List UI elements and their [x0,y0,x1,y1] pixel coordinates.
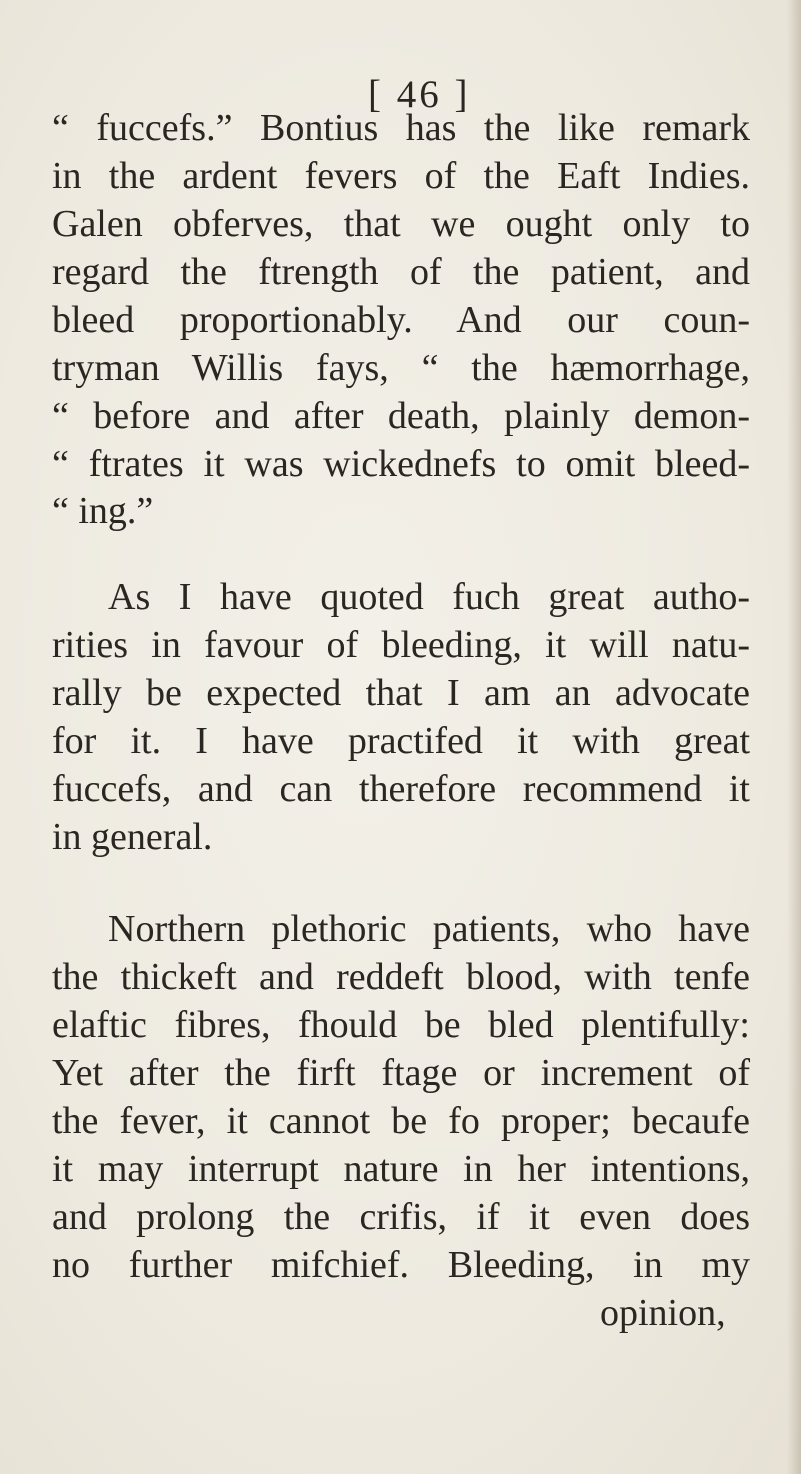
text-line: Galen obferves, that we ought only to [52,203,750,245]
text-line: elaftic fibres, fhould be bled plentifully: [52,1004,750,1046]
text-line: bleed proportionably. And our coun- [52,299,750,341]
text-line: it may interrupt nature in her intentions, [52,1148,750,1190]
text-line: “ before and after death, plainly demon- [52,395,750,437]
text-line: As I have quoted fuch great autho- [108,576,750,618]
text-line: Northern plethoric patients, who have [108,908,750,950]
page-edge-shadow [787,0,801,1474]
text-line: rities in favour of bleeding, it will natu- [52,624,750,666]
catchword: opinion, [600,1292,726,1334]
text-line: “ fuccefs.” Bontius has the like remark [52,107,750,149]
text-line: the thickeft and reddeft blood, with tenfe [52,956,750,998]
text-line: the fever, it cannot be fo proper; becaufe [52,1100,750,1142]
text-line: for it. I have practifed it with great [52,720,750,762]
text-line: tryman Willis fays, “ the hæmorrhage, [52,347,750,389]
text-line: Yet after the firft ftage or increment of [52,1052,750,1094]
text-line: “ ing.” [52,490,154,532]
text-line: in the ardent fevers of the Eaft Indies. [52,155,750,197]
text-line: “ ftrates it was wickednefs to omit bleed- [52,443,750,485]
text-line: fuccefs, and can therefore recommend it [52,768,750,810]
text-line: and prolong the crifis, if it even does [52,1196,750,1238]
text-line: no further mifchief. Bleeding, in my [52,1244,750,1286]
text-line: regard the ftrength of the patient, and [52,251,750,293]
text-line: in general. [52,816,213,858]
page-number: [ 46 ] [368,73,471,116]
text-line: rally be expected that I am an advocate [52,672,750,714]
